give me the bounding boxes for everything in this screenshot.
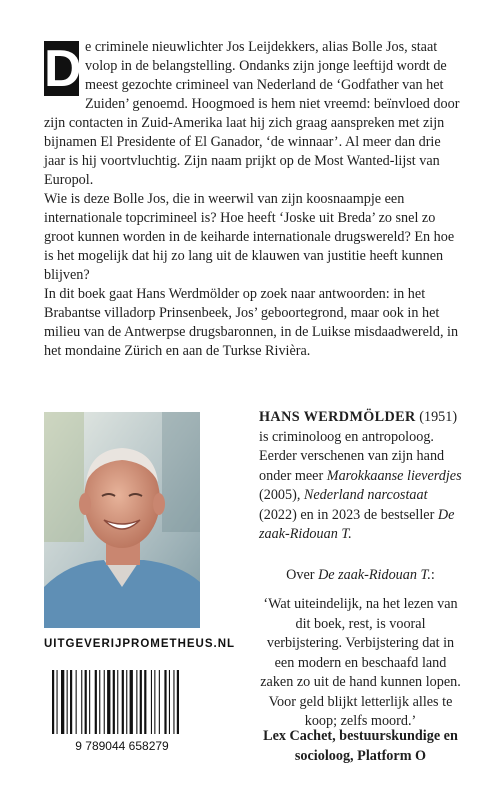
drop-cap: D [44, 40, 82, 98]
barcode-bar [61, 670, 64, 734]
barcode-bar [130, 670, 133, 734]
barcode-bar [85, 670, 87, 734]
barcode-bar [57, 670, 58, 734]
barcode-bar [126, 670, 127, 734]
book-title-2: Nederland narcostaat [303, 487, 428, 503]
barcode-bar [144, 670, 146, 734]
isbn-number: 9 789044 658279 [75, 739, 169, 753]
barcode-bar [89, 670, 90, 734]
barcode-bar [95, 670, 97, 734]
review-quote: ‘Wat uiteindelijk, na het lezen van dit boek, rest, is vooral verbijstering. Verbijstering dat in een modern en beschaafd land zaken zo uit de hand kunnen lopen. Voor geld blijkt letterlijk alles te koop; zelfs moord.’ [260, 596, 461, 729]
barcode-bar [164, 670, 166, 734]
barcode-bar [76, 670, 77, 734]
publisher-website: UITGEVERIJPROMETHEUS.NL [44, 638, 236, 650]
author-name: HANS WERDMÖLDER [259, 409, 416, 425]
barcode-bar [99, 670, 100, 734]
barcode-bar [52, 670, 54, 734]
bio-text-3: (2022) en in 2023 de bestseller [259, 506, 438, 523]
quote-heading [258, 566, 463, 586]
blurb-paragraph-2: Wie is deze Bolle Jos, die in weerwil van zijn koosnaampje een internationale topcrimineel is? Hoe heeft ‘Joske uit Breda’ zo snel zo groot kunnen worden in de keiharde internationale drugswereld? En hoe is het mogelijk dat hij zo lang uit de klauwen van justitie heeft kunnen blijven? [44, 191, 455, 283]
barcode-bar [173, 670, 174, 734]
barcode-bar [104, 670, 105, 734]
barcode-bar [107, 670, 110, 734]
author-photo [44, 412, 200, 628]
barcode-bar [177, 670, 179, 734]
barcode-bar [117, 670, 118, 734]
barcode-bar [151, 670, 152, 734]
barcode-bar [140, 670, 142, 734]
quote-heading-prefix: Over [286, 567, 319, 583]
blurb-paragraph-3: In dit boek gaat Hans Werdmölder op zoek naar antwoorden: in het Brabantse villadorp Prinsenbeek, Jos’ geboortegrond, maar ook in het milieu van de Antwerpse drugsbaronnen, in de Luikse misdaadwereld, in het mondaine Zürich en aan de Turkse Rivièra. [44, 286, 459, 359]
barcode-bar [154, 670, 155, 734]
quote-heading-title: De zaak-Ridouan T. [318, 567, 431, 583]
bio-text-1: (1951) is criminoloog en antropoloog. Eerder verschenen van zijn hand onder meer [259, 409, 458, 484]
barcode-bar [70, 670, 72, 734]
blurb-paragraph-1: e criminele nieuwlichter Jos Leijdekkers, alias Bolle Jos, staat volop in de belangstelling. Ondanks zijn jonge leeftijd wordt de meest gezochte crimineel van Nederland de ‘Godfather van het Zuiden’ genoemd. Hoogmoed is hem niet vreemd: beïnvloed door zijn contacten in Zuid-Amerika laat hij zich graag aanspreken met zijn bijnamen El Presidente of El Ganador, ‘de winnaar’. Al meer dan drie jaar is hij voortvluchtig. Zijn naam prijkt op de Most Wanted-lijst van Europol. [44, 39, 460, 188]
book-title-1: Marokkaanse lieverdjes [326, 467, 462, 484]
quote-attribution: Lex Cachet, bestuurskundige en socioloog, Platform O [263, 728, 458, 764]
barcode-bar [81, 670, 82, 734]
book-title-3: De zaak-Ridouan T. [259, 506, 455, 542]
bio-text-2: (2005), [259, 487, 304, 503]
quote-heading-suffix: : [430, 567, 435, 583]
back-cover-blurb [44, 38, 460, 361]
isbn-barcode [44, 666, 200, 754]
barcode-bar [113, 670, 115, 734]
barcode-bar [159, 670, 160, 734]
barcode-graphic [44, 666, 200, 754]
barcode-bar [122, 670, 124, 734]
barcode-bar [67, 670, 68, 734]
barcode-bar [169, 670, 170, 734]
barcode-bar [136, 670, 137, 734]
author-bio [259, 408, 464, 545]
